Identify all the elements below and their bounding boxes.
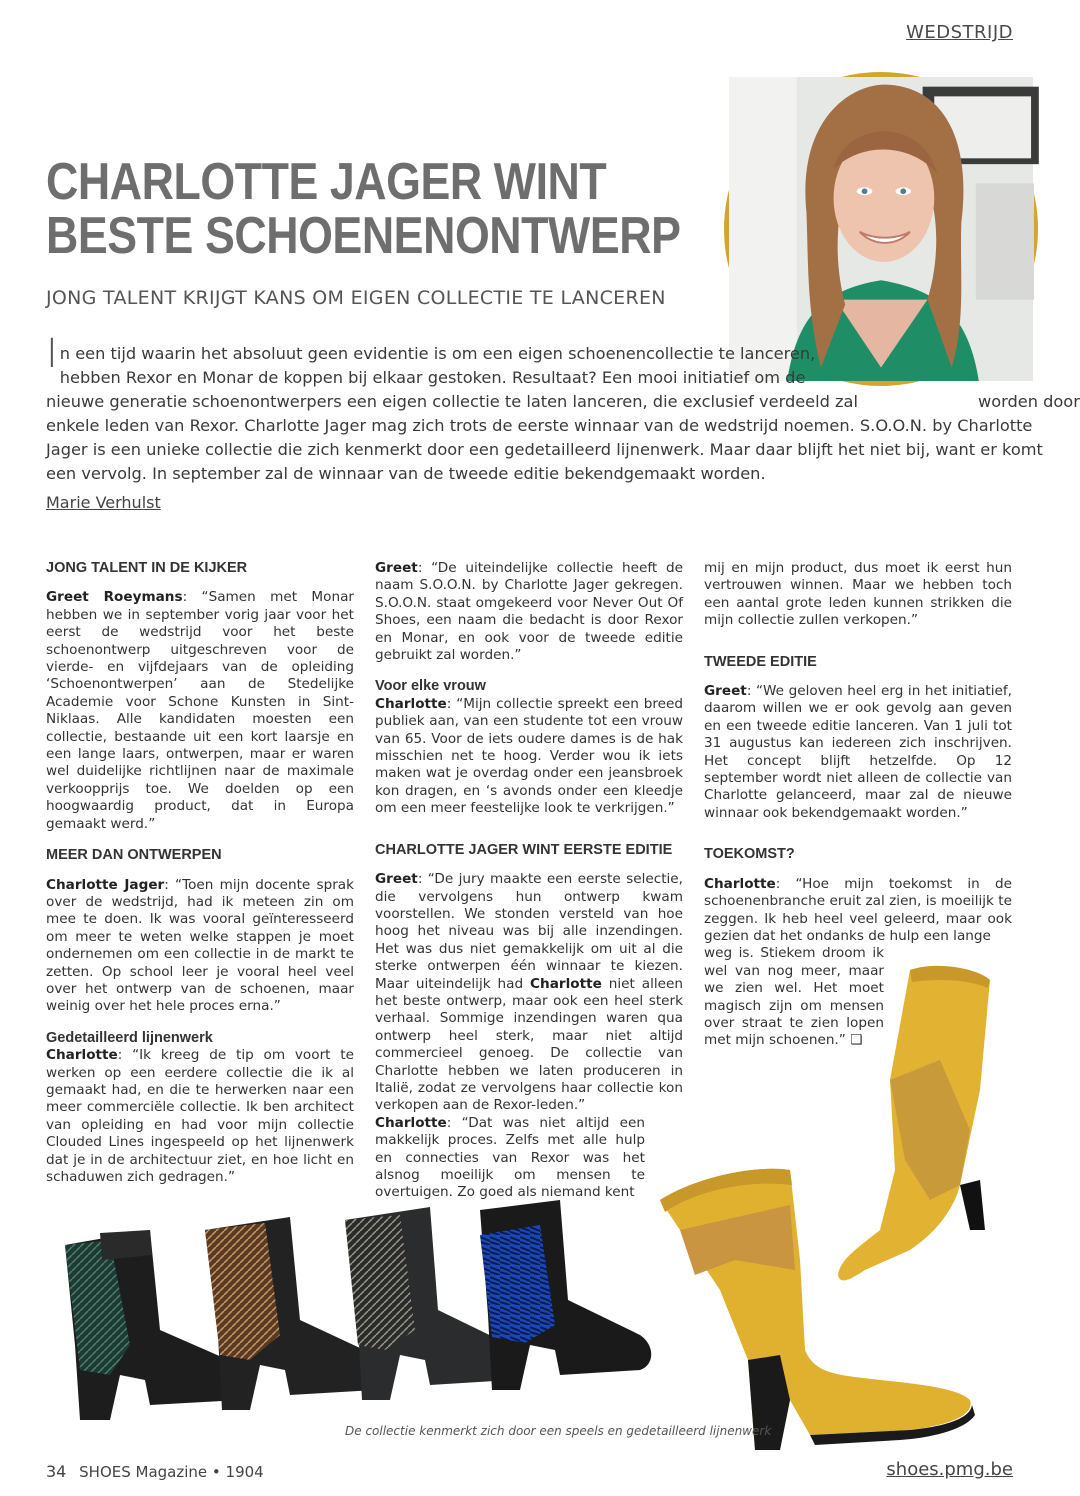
paragraph (704, 560, 1012, 630)
speaker: Charlotte Jager (46, 876, 165, 893)
paragraph-text: : “Dat was niet altijd een makkelijk proces. Zelfs met alle hulp en connecties van Rexor was het alsnog moeilijk om mensen te overtuigen. Zo goed als niemand kent (375, 1114, 645, 1201)
speaker: Charlotte (375, 1114, 447, 1131)
tall-boots-photo (640, 930, 1000, 1460)
paragraph-text: : “Samen met Monar hebben we in september vorig jaar voor het eerst de wedstrijd voor het beste schoenontwerp uitgeschreven voor de vierde- en vijfdejaars van de opleiding ‘Schoenontwerpen’ aan de Stedelijke Academie voor Schone Kunsten in Sint-Niklaas. Alle kandidaten moesten een collectie, bestaande uit een kort laarsje en een lange laars, ontwerpen, maar er waren wel duidelijke richtlijnen naar de maximale verkoopprijs toe. We doelden op een hoogwaardig product, dat in Europa gemaakt werd.” (46, 589, 354, 832)
paragraph-text: : “Ik kreeg de tip om voort te werken op een eerdere collectie die ik al gemaakt had, en die te herwerken naar een meer commerciële collectie. Ik ben architect van opleiding en had voor mijn collectie Clouded Lines ingespeeld op het lijnenwerk dat je in de architectuur ziet, en hoe licht en schaduwen zich gedragen.” (46, 1047, 354, 1185)
photo-caption: De collectie kenmerkt zich door een speels en gedetailleerd lijnenwerk (345, 1424, 772, 1438)
lead-line-3a: nieuwe generatie schoenontwerpers een eigen collectie te laten lanceren, die exclusief verdeeld zal (46, 392, 858, 411)
heading-meer-dan-ontwerpen: MEER DAN ONTWERPEN (46, 847, 222, 864)
article-column-2 (375, 560, 683, 1202)
lead-line-4: enkele leden van Rexor. Charlotte Jager mag zich trots de eerste winnaar van de wedstrijd noemen. S.O.O.N. by Charlotte (46, 416, 1033, 435)
lead-line-2: hebben Rexor en Monar de koppen bij elkaar gestoken. Resultaat? Een mooi initiatief om de (59, 368, 806, 387)
speaker: Charlotte (704, 875, 776, 892)
author-byline: Marie Verhulst (46, 493, 161, 512)
heading-toekomst: TOEKOMST? (704, 846, 795, 863)
paragraph-text: mij en mijn product, dus moet ik eerst hun vertrouwen winnen. Maar we hebben toch een aantal grote leden kunnen strikken die mijn collectie zullen verkopen.” (704, 560, 1012, 629)
paragraph (46, 877, 354, 1016)
footer-left (46, 1462, 264, 1481)
lead-line-6: een vervolg. In september zal de winnaar van de tweede editie bekendgemaakt worden. (46, 464, 766, 483)
speaker: Charlotte (46, 1047, 118, 1064)
magazine-issue: SHOES Magazine • 1904 (79, 1463, 264, 1481)
speaker: Greet (375, 871, 418, 888)
headline (46, 153, 681, 265)
portrait-illustration (729, 77, 1033, 381)
paragraph-text: weg is. Stiekem droom ik wel van nog meer, maar we zien wel. Het moet magisch zijn om mensen over straat te zien lopen met mijn schoenen.” (704, 945, 884, 1049)
page-number: 34 (46, 1462, 67, 1481)
lead-line-3b: worden door (977, 392, 1080, 411)
paragraph-text: : “We geloven heel erg in het initiatief, daarom willen we er ook gevolg aan geven en een tweede editie lanceren. Van 1 juli tot 31 augustus kan iedereen zich inschrijven. Het concept blijft hetzelfde. Op 12 september wordt niet alleen de collectie van Charlotte gelanceerd, maar zal de nieuwe winnaar ook bekendgemaakt worden.” (704, 683, 1012, 821)
paragraph (46, 589, 354, 833)
article-column-1 (46, 560, 354, 1200)
lead-line-5: Jager is een unieke collectie die zich kenmerkt door een gedetailleerd lijnenwerk. Maar daar blijft het niet bij, want er komt (46, 440, 1043, 459)
paragraph-text: : “De jury maakte een eerste selectie, die vervolgens hun ontwerp kwam voorstellen. We stonden versteld van hoe hoog het niveau was bij alle inzendingen. Het was dus niet gemakkelijk om uit al die sterke ontwerpen één winnaar te kiezen. Maar uiteindelijk had (375, 871, 683, 992)
heading-eerste-editie: CHARLOTTE JAGER WINT EERSTE EDITIE (375, 841, 673, 858)
speaker: Greet (704, 683, 747, 700)
tall-boots-illustration (640, 930, 1000, 1460)
paragraph (375, 696, 683, 818)
heading-tweede-editie: TWEEDE EDITIE (704, 653, 817, 670)
headline-line-2: BESTE SCHOENENONTWERP (46, 207, 681, 265)
speaker: Charlotte (375, 695, 447, 712)
heading-jong-talent: JONG TALENT IN DE KIJKER (46, 560, 248, 576)
paragraph-text: : “Toen mijn docente sprak over de wedstrijd, had ik meteen zin om mee te doen. Ik was vooral geïnteresseerd om meer te weten welke stappen je moet ondernemen om een collectie in de markt te zetten. Op school leer je vooral heel veel over het ontwerp van de schoenen, maar weinig over het hele proces erna.” (46, 876, 354, 1015)
paragraph (375, 871, 683, 1115)
paragraph-text: : “Mijn collectie spreekt een breed publiek aan, van een studente tot een vrouw van 65. Voor de iets oudere dames is de hak misschien net te hoog. Verder wou ik iets maken wat je overdag onder een jeansbroek kon dragen, en ‘s avonds onder een kleedje om een meer feestelijke look te verkrijgen.” (375, 695, 683, 817)
speaker: Charlotte (530, 975, 602, 992)
lead-line-1: n een tijd waarin het absoluut geen evidentie is om een eigen schoenencollectie te lanceren, (59, 344, 816, 363)
paragraph-text: niet alleen het beste ontwerp, maar ook een heel sterk verhaal. Sommige inzendingen waren qua ontwerp heel sterk, maar niet altijd commercieel genoeg. De collectie van Charlotte hebben we laten produceren in Italië, zodat ze vervolgens haar collectie kon verkopen aan de Rexor-leden.” (375, 975, 683, 1114)
paragraph-text: : “De uiteindelijke collectie heeft de naam S.O.O.N. by Charlotte Jager gekregen. S.O.O.N. staat omgekeerd voor Never Out Of Shoes, een naam die bedacht is door Rexor en Monar, en ook voor de tweede editie gebruikt zal worden.” (375, 560, 683, 664)
headline-line-1: CHARLOTTE JAGER WINT (46, 153, 607, 211)
portrait-photo (724, 72, 1038, 386)
speaker: Greet Roeymans (46, 589, 183, 606)
paragraph (46, 1047, 354, 1186)
ankle-boots-photo (40, 1195, 740, 1430)
paragraph (704, 683, 1012, 822)
end-mark-icon: ❏ (850, 1032, 863, 1049)
speaker: Greet (375, 560, 418, 576)
website-link[interactable]: shoes.pmg.be (886, 1459, 1013, 1480)
paragraph-text: : “Hoe mijn toekomst in de schoenenbranche eruit zal zien, is moeilijk te zeggen. Ik heb heel veel geleerd, maar ook gezien dat het ondanks de hulp een lange (704, 875, 1012, 944)
paragraph (375, 1115, 645, 1202)
section-tag: WEDSTRIJD (906, 22, 1013, 43)
subtitle: JONG TALENT KRIJGT KANS OM EIGEN COLLECTIE TE LANCEREN (46, 287, 666, 309)
heading-voor-elke-vrouw: Voor elke vrouw (375, 678, 486, 695)
lead-paragraph (46, 331, 1080, 486)
drop-cap: I (46, 331, 58, 377)
paragraph (375, 560, 683, 664)
ankle-boots-illustration (40, 1195, 740, 1430)
heading-gedetailleerd-lijnenwerk: Gedetailleerd lijnenwerk (46, 1029, 213, 1046)
